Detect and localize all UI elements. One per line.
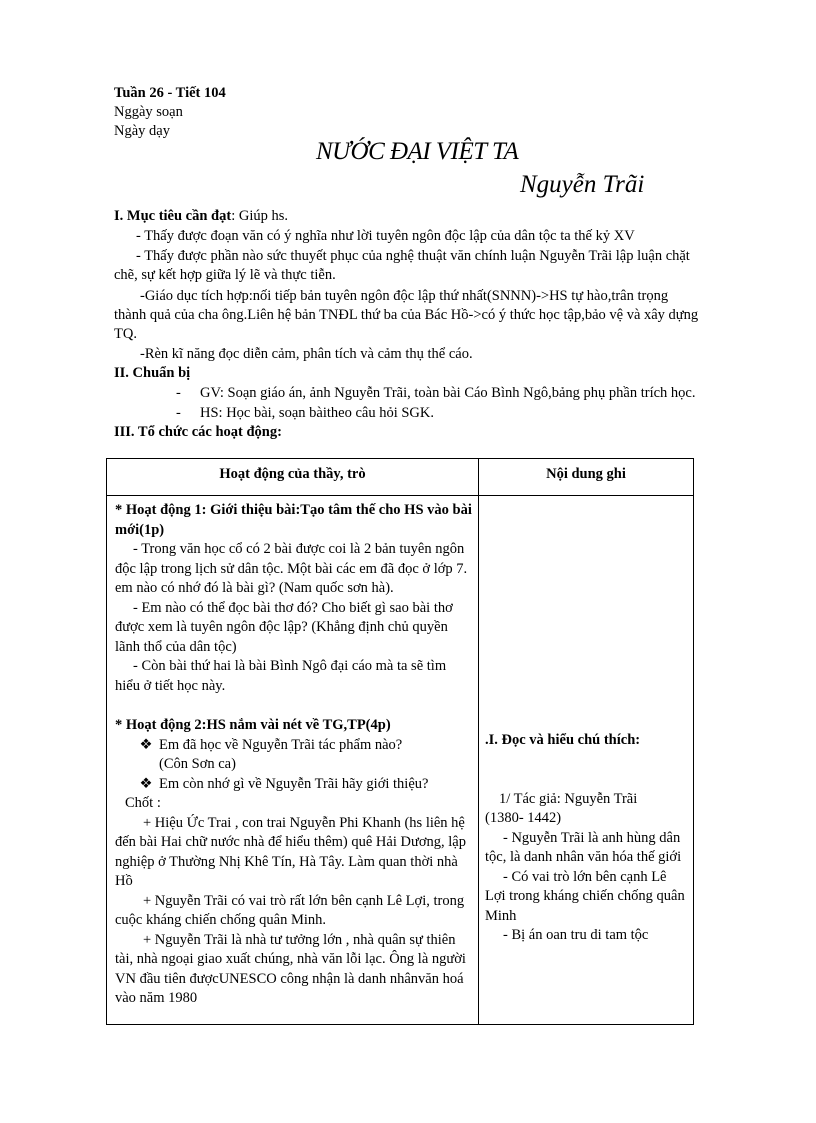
objective-line-2: - Thấy được phần nào sức thuyết phục của nghệ thuật văn chính luận Nguyễn Trãi lập luận chặt [136,248,690,264]
notes-para-3: - Bị án oan tru di tam tộc [503,927,649,943]
week-lesson: Tuần 26 - Tiết 104 [114,85,226,101]
objective-line-7: -Rèn kĩ năng đọc diễn cảm, phân tích và cảm thụ thể cáo. [140,346,473,362]
date-taught: Ngày dạy [114,123,170,139]
notes-section-heading: .I. Đọc và hiểu chú thích: [485,732,641,748]
prep-item-teacher-text: GV: Soạn giáo án, ảnh Nguyễn Trãi, toàn bài Cáo Bình Ngô,bảng phụ phần trích học. [200,385,696,401]
activity1-para-2: - Em nào có thể đọc bài thơ đó? Cho biết gì sao bài thơ được xem là tuyên ngôn độc lập? (Khẳng định chủ quyền lãnh thổ của dân tộc) [115,599,453,655]
notes-author: 1/ Tác giả: Nguyễn Trãi [499,790,638,807]
notes-para-2: - Có vai trò lớn bên cạnh Lê Lợi trong kháng chiến chống quân Minh [485,868,685,924]
activity2-para-1: + Hiệu Ức Trai , con trai Nguyễn Phi Khanh (hs liên hệ đến bài Hai chữ nước nhà để hiểu thêm) quê Hải Dương, lập nghiệp ở Thường Nhị Khê Tín, Hà Tây. Làm quan thời nhà Hồ [115,814,466,889]
section2-heading: II. Chuẩn bị [114,365,191,381]
col-header-notes: Nội dung ghi [479,459,694,496]
objective-line-6: TQ. [114,326,137,342]
notes-cell [479,496,694,1025]
lesson-author: Nguyễn Trãi [520,171,645,198]
section1-heading-suffix: : Giúp hs. [231,208,289,224]
activity2-conclusion-label: Chốt : [125,795,161,811]
prep-item-student: - HS: Học bài, soạn bàitheo câu hỏi SGK. [176,405,434,421]
notes-para-1: - Nguyễn Trãi là anh hùng dân tộc, là danh nhân văn hóa thế giới [485,829,682,865]
table-header-row [107,459,694,496]
activity2-question-1-text: Em đã học về Nguyễn Trãi tác phẩm nào? [159,736,403,753]
activity1-para-3: - Còn bài thứ hai là bài Bình Ngô đại cáo mà ta sẽ tìm hiểu ở tiết học này. [115,658,447,694]
diamond-bullet-icon: ❖ [139,736,153,753]
col-header-activities: Hoạt động của thầy, trò [107,459,479,496]
activity1-para-1: - Trong văn học cổ có 2 bài được coi là 2 bản tuyên ngôn độc lập trong lịch sử dân tộc. Một bài các em đã đọc ở lớp 7. em nào có nhớ đó là bài gì? (Nam quốc sơn hà). [115,541,468,596]
prep-item-student-text: HS: Học bài, soạn bàitheo câu hỏi SGK. [200,405,434,421]
activity2-question-1 [115,736,472,756]
activity1-title: * Hoạt động 1: Giới thiệu bài:Tạo tâm thế cho HS vào bài mới(1p) [115,502,472,538]
objective-line-1: - Thấy được đoạn văn có ý nghĩa như lời tuyên ngôn độc lập của dân tộc ta thế kỷ XV [136,228,635,244]
activities-cell [107,496,479,1025]
activities-table [106,458,694,1025]
objective-line-4: -Giáo dục tích hợp:nối tiếp bản tuyên ngôn độc lập thứ nhất(SNNN)->HS tự hào,trân trọng [140,288,669,304]
table-body-row [107,496,694,1025]
section1-heading: I. Mục tiêu cần đạt [114,208,232,224]
activity2-question-2-text: Em còn nhớ gì về Nguyễn Trãi hãy giới thiệu? [159,775,429,792]
lesson-title: NƯỚC ĐẠI VIỆT TA [316,138,519,165]
activity2-answer-1: (Côn Sơn ca) [159,756,236,772]
activity2-para-2: + Nguyễn Trãi có vai trò rất lớn bên cạnh Lê Lợi, trong cuộc kháng chiến chống quân Minh. [115,892,465,928]
activity2-para-3: + Nguyễn Trãi là nhà tư tưởng lớn , nhà quân sự thiên tài, nhà ngoại giao xuất chúng, nhà văn lỗi lạc. Ông là người VN đầu tiên đượcUNESCO công nhận là danh nhânvăn hoá vào năm 1980 [115,931,466,1006]
objective-line-5: thành quả của cha ông.Liên hệ bản TNĐL thứ ba của Bác Hồ->có ý thức học tập,bảo vệ và xây dựng [114,307,699,323]
section1-heading-line [114,207,288,227]
objective-line-3: chẽ, sự kết hợp giữa lý lẽ và thực tiễn. [114,267,336,283]
section3-heading: III. Tổ chức các hoạt động: [114,424,282,440]
date-prepared: Nggày soạn [114,104,183,120]
activity2-question-2 [115,775,472,795]
prep-item-teacher: - GV: Soạn giáo án, ảnh Nguyễn Trãi, toàn bài Cáo Bình Ngô,bảng phụ phần trích học. [176,385,696,401]
diamond-bullet-icon: ❖ [139,775,153,792]
notes-author-years: (1380- 1442) [485,810,562,826]
activity2-title: * Hoạt động 2:HS nắm vài nét về TG,TP(4p) [115,717,391,733]
